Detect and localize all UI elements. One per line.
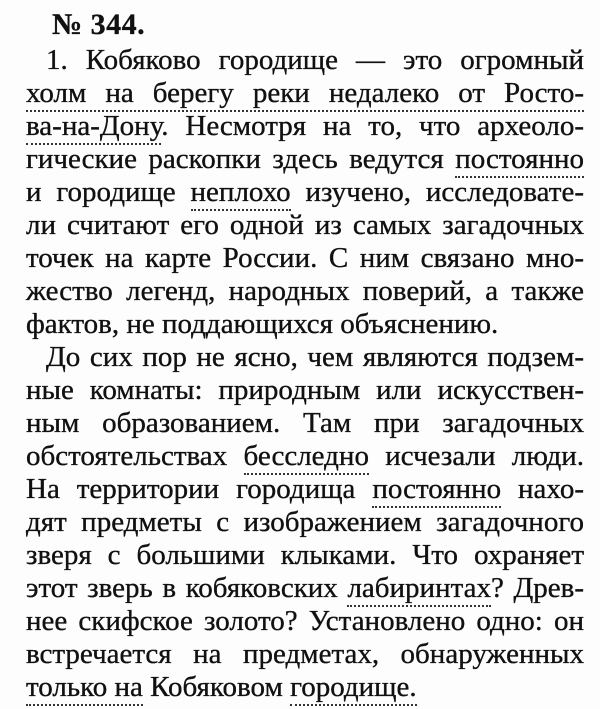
text-segment: . Несмотря на то, что археоло-	[161, 110, 584, 142]
underlined-word: постоянно	[372, 473, 501, 508]
text-segment: жество легенд, народных поверий, а также	[26, 275, 584, 307]
text-segment: точек на карте России. С ним связано мно-	[26, 242, 584, 274]
text-line	[26, 374, 584, 407]
text-line	[26, 77, 584, 110]
text-segment: и городище	[26, 176, 191, 208]
text-line	[26, 275, 584, 308]
text-segment: Кобяковом	[142, 671, 291, 703]
text-line	[26, 308, 584, 341]
text-line	[26, 176, 584, 209]
text-segment: ным образованием. Там при загадочных	[26, 407, 584, 439]
text-segment: ? Древ-	[491, 572, 585, 604]
text-line	[26, 110, 584, 143]
text-line	[26, 506, 584, 539]
text-segment: гические раскопки здесь ведутся	[26, 143, 456, 175]
text-segment: этот зверь в кобяковских	[26, 572, 348, 604]
text-line	[26, 209, 584, 242]
text-segment: нее скифское золото? Установлено одно: он	[26, 605, 584, 637]
text-line	[26, 242, 584, 275]
text-segment: До сих пор не ясно, чем являются подзем-	[46, 341, 584, 373]
text-line	[26, 440, 584, 473]
underlined-word: лабиринтах	[347, 572, 491, 607]
text-segment: встречается на предметах, обнаруженных	[26, 638, 584, 670]
text-segment: зверя с большими клыками. Что охраняет	[26, 539, 584, 571]
underlined-word: только на	[26, 671, 143, 706]
underlined-word: городище.	[290, 671, 417, 706]
text-segment: 1. Кобяково городище — это огромный	[46, 44, 584, 76]
text-line	[26, 539, 584, 572]
text-segment: изучено, исследовате-	[290, 176, 584, 208]
text-line	[26, 638, 584, 671]
underlined-word: ва-на-Дону	[26, 110, 161, 145]
exercise-number: № 344.	[52, 8, 146, 41]
text-line	[26, 341, 584, 374]
text-line	[26, 605, 584, 638]
text-segment: ные комнаты: природным или искусствен-	[26, 374, 584, 406]
text-segment: дят предметы с изображением загадочного	[26, 506, 584, 538]
underlined-word: бесследно	[244, 440, 369, 475]
text-line	[26, 44, 584, 77]
text-line	[26, 407, 584, 440]
text-segment: нахо-	[501, 473, 584, 505]
text-segment: исчезали люди.	[368, 440, 584, 472]
exercise-text	[26, 44, 584, 704]
paragraph	[26, 341, 584, 704]
underlined-word: неплохо	[191, 176, 291, 211]
text-line	[26, 473, 584, 506]
underlined-word: постоянно	[455, 143, 584, 178]
text-line	[26, 143, 584, 176]
text-line	[26, 572, 584, 605]
text-segment: ли считают его одной из самых загадочных	[26, 209, 584, 241]
paragraph	[26, 44, 584, 341]
text-segment: обстоятельствах	[26, 440, 244, 472]
text-segment: На территории городища	[26, 473, 373, 505]
underlined-word: холм на берегу реки недалеко от Росто-	[26, 77, 584, 112]
text-line	[26, 671, 584, 704]
text-segment: фактов, не поддающихся объяснению.	[26, 308, 499, 340]
